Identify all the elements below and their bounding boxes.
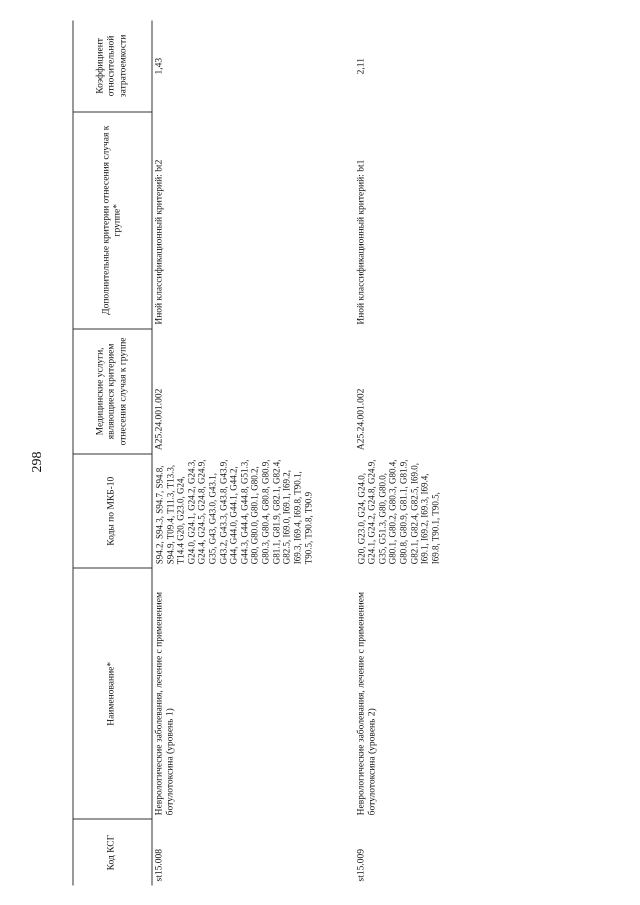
header-criteria: Дополнительные критерии отнесения случая к группе* xyxy=(73,111,152,328)
ksg-code: st15.009 xyxy=(356,848,367,881)
cost-coefficient: 1,43 xyxy=(154,57,165,74)
header-name: Наименование* xyxy=(73,568,152,819)
additional-criteria: Иной классификационный критерий: bt2 xyxy=(154,159,165,325)
medical-service: A25.24.001.002 xyxy=(154,388,165,450)
table-row xyxy=(354,20,607,885)
ksg-name: Неврологические заболевания, лечение с применением ботулотоксина (уровень 2) xyxy=(356,591,378,815)
medical-service: A25.24.001.002 xyxy=(356,388,367,450)
page-number: 298 xyxy=(30,451,45,473)
header-icd: Коды по МКБ-10 xyxy=(73,454,152,568)
ksg-code: st15.008 xyxy=(154,848,165,881)
icd-codes: S94.2, S94.3, S94.7, S94.8, S94.9, T09.4, T11.3, T13.3, T14.4 G20, G23.0, G24, G24.0, G24.1, G24.2, G24.3, G24.4, G24.5, G24.8, G24.9, G35, G43, G43.0, G43.1, G43.2, G43.3, G43.8, G43.9, G44, G44.0, G44.1, G44.2, G44.3, G44.4, G44.8, G51.3, G80, G80.0, G80.1, G80.2, G80.3, G80.4, G80.8, G80.9, G81.1, G81.9, G82.1, G82.4, G82.5, I69.0, I69.1, I69.2, I69.3, I69.4, I69.8, T90.1, T90.5, T90.8, T90.9 xyxy=(154,459,314,564)
header-coef: Коэффициент относительной затратоемкости xyxy=(73,20,152,111)
table-header-row xyxy=(73,20,152,885)
header-services: Медицинские услуги, являющиеся критерием отнесения случая к группе xyxy=(73,328,152,454)
additional-criteria: Иной классификационный критерий: bt1 xyxy=(356,159,367,325)
ksg-name: Неврологические заболевания, лечение с применением ботулотоксина (уровень 1) xyxy=(154,591,176,815)
document-sheet xyxy=(40,0,640,905)
table-row xyxy=(152,20,354,885)
ksg-table xyxy=(73,20,608,885)
icd-codes: G20, G23.0, G24, G24.0, G24.1, G24.2, G24.8, G24.9, G35, G51.3, G80, G80.0, G80.1, G80.2, G80.3, G80.4, G80.8, G80.9, G81.1, G81.9, G82.1, G82.4, G82.5, I69.0, I69.1, I69.2, I69.3, I69.4, I69.8, T90.1, T90.5, xyxy=(356,459,441,564)
cost-coefficient: 2,11 xyxy=(356,57,367,74)
header-code: Код КСГ xyxy=(73,819,152,885)
